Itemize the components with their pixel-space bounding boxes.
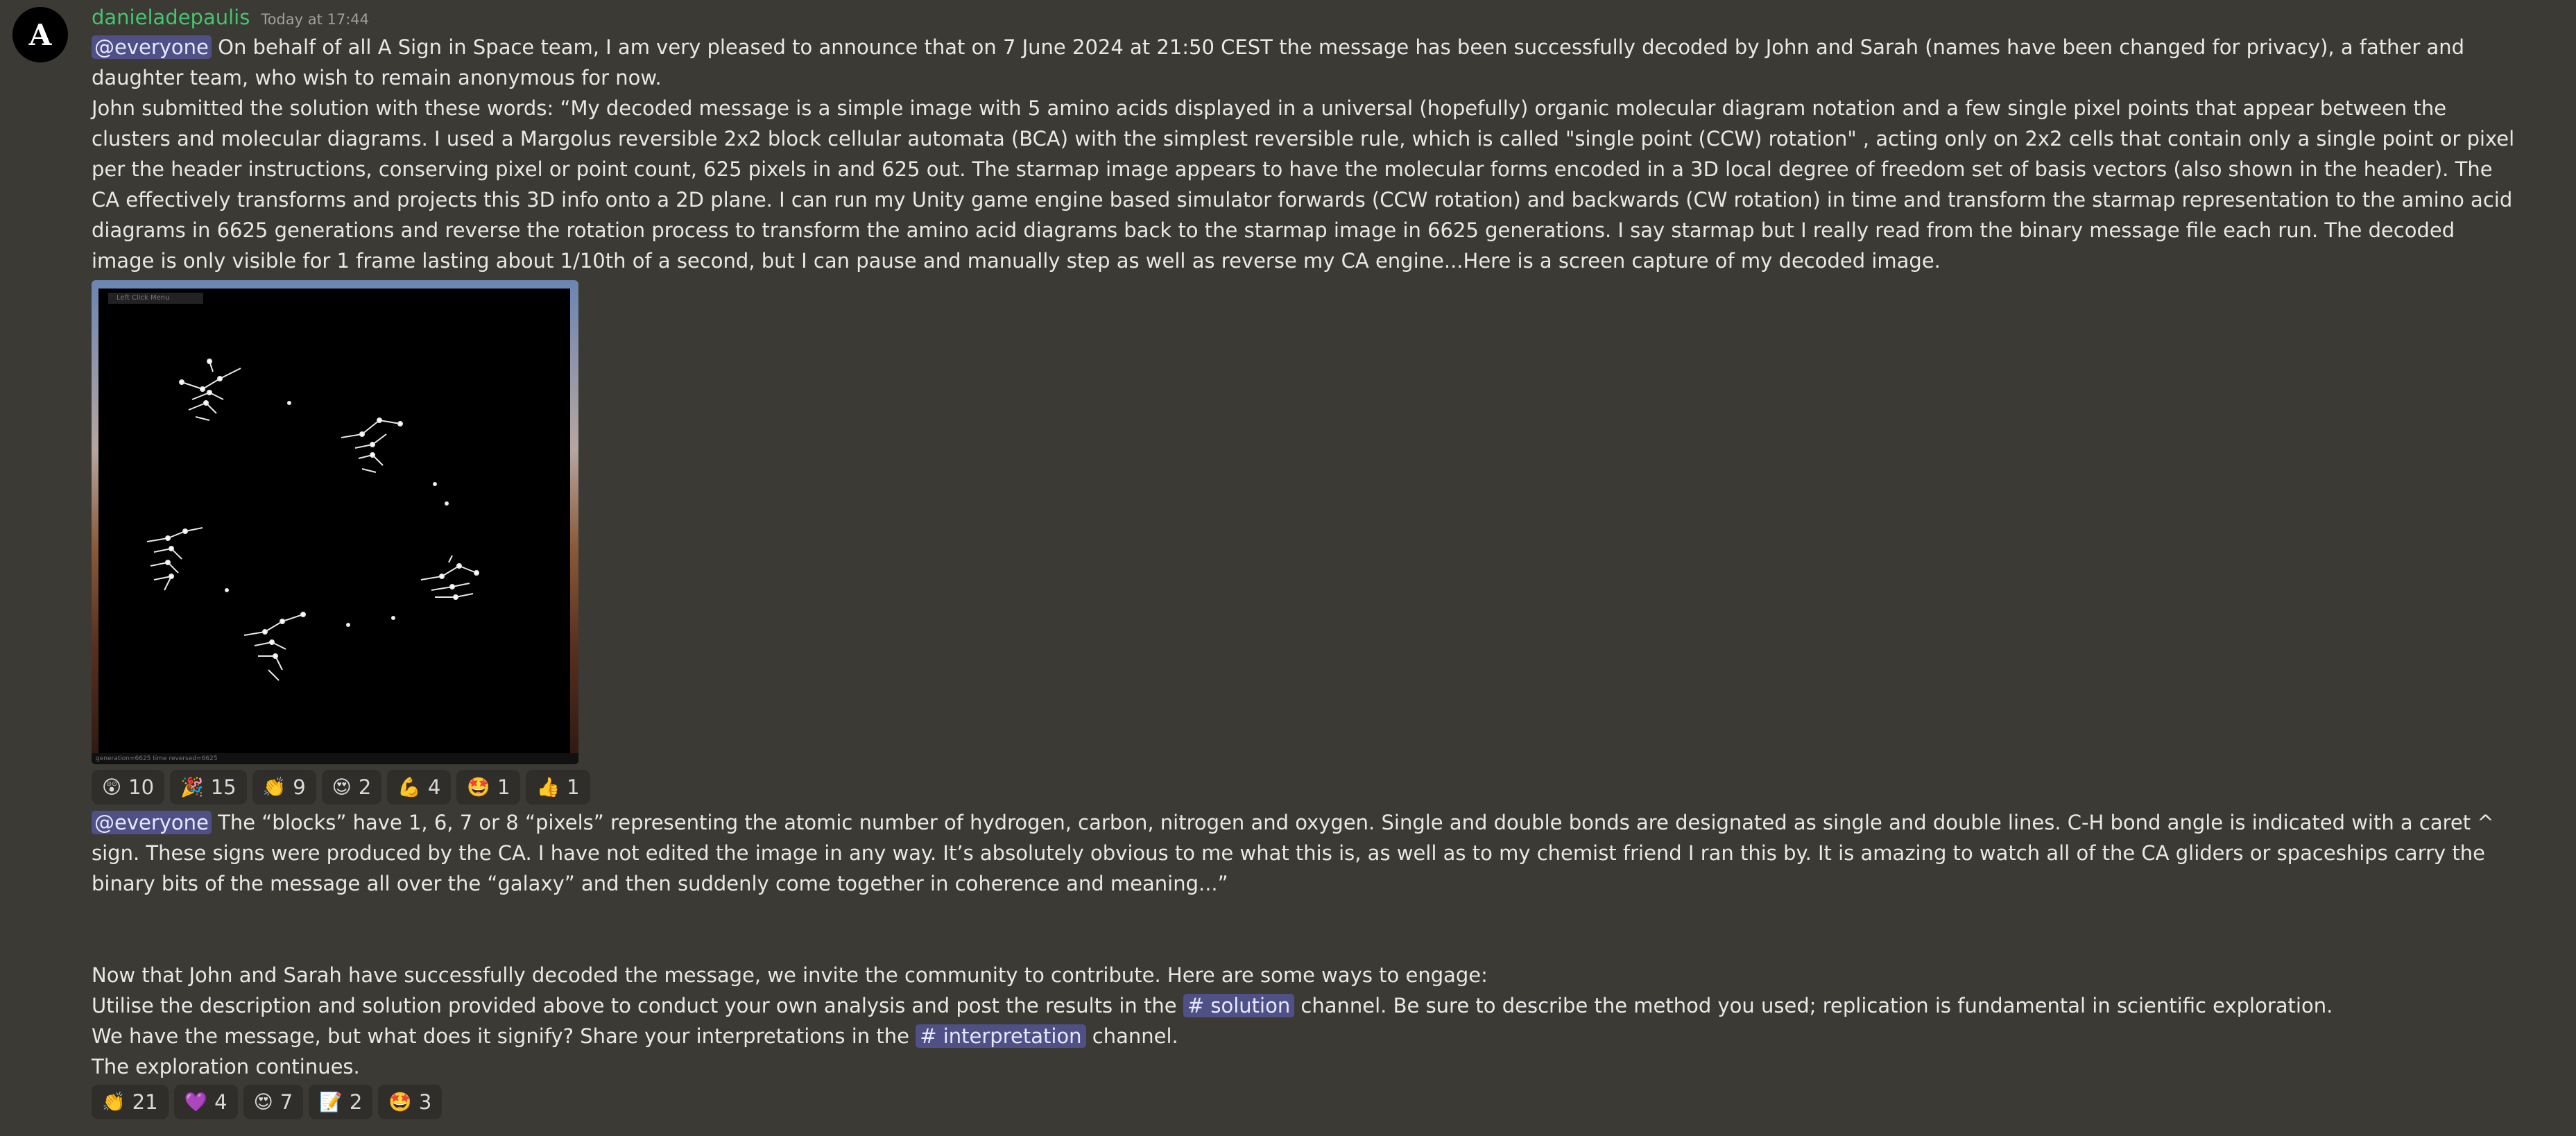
reaction-count: 2 [349, 1090, 363, 1114]
paragraph-6-text-a: We have the message, but what does it signify? Share your interpretations in the [92, 1024, 916, 1048]
image-attachment[interactable] [92, 280, 578, 764]
muscle-emoji-icon: 💪 [397, 777, 421, 798]
reaction-count: 2 [358, 775, 372, 799]
molecule-cluster-3 [147, 528, 203, 590]
molecule-cluster-2 [341, 418, 402, 472]
molecule-cluster-5 [244, 612, 305, 680]
username[interactable]: danieladepaulis [92, 6, 250, 29]
paragraph-7: The exploration continues. [92, 1055, 360, 1078]
reaction-memo[interactable] [309, 1085, 372, 1119]
heart-eyes-emoji-icon: 😍 [332, 776, 352, 798]
spacer [92, 899, 2519, 960]
molecule-diagrams [98, 289, 570, 753]
paragraph-3 [92, 807, 2519, 899]
reaction-star-struck[interactable] [378, 1085, 442, 1119]
paragraph-4: Now that John and Sarah have successfully decoded the message, we invite the community to contribute. Here are some ways to engage: [92, 963, 1488, 987]
paragraph-2: John submitted the solution with these words: “My decoded message is a simple image with 5 amino acids displayed in a universal (hopefully) organic molecular diagram notation and a few single pixel points that appear between the clusters and molecular diagrams. I used a Margolus reversible 2x2 block cellular automata (BCA) with the simplest reversible rule, which is called "single point (CCW) rotation" , acting only on 2x2 cells that contain only a single point or pixel per the header instructions, conserving pixel or point count, 625 pixels in and 625 out. The starmap image appears to have the molecular forms encoded in a 3D local degree of freedom set of basis vectors (also shown in the header). The CA effectively transforms and projects this 3D info onto a 2D plane. I can run my Unity game engine based simulator forwards (CCW rotation) and backwards (CW rotation) in time and transform the starmap representation to the amino acid diagrams in 6625 generations and reverse the rotation process to transform the amino acid diagrams back to the starmap image in 6625 generations. I say starmap but I really read from the binary message file each run. The decoded image is only visible for 1 frame lasting about 1/10th of a second, but I can pause and manually step as well as reverse my CA engine...Here is a screen capture of my decoded image. [92, 96, 2515, 273]
molecule-cluster-1 [180, 359, 241, 420]
paragraph-5-text-a: Utilise the description and solution provided above to conduct your own analysis and post the results in the [92, 994, 1183, 1017]
message-content [92, 6, 2519, 1119]
star-struck-emoji-icon: 🤩 [467, 777, 490, 798]
single-pixel-point [288, 402, 291, 404]
channel-link-interpretation[interactable]: # interpretation [916, 1024, 1085, 1048]
reaction-clap[interactable] [92, 1085, 169, 1119]
reaction-count: 21 [132, 1090, 158, 1114]
reaction-count: 1 [567, 775, 580, 799]
message-body-2 [92, 807, 2519, 1082]
paragraph-6-text-b: channel. [1085, 1024, 1178, 1048]
paragraph-1 [92, 32, 2519, 93]
reaction-purple-heart[interactable] [174, 1085, 238, 1119]
reaction-heart-eyes[interactable] [322, 770, 382, 804]
astonished-emoji-icon: 😲 [102, 776, 122, 798]
mention-everyone[interactable]: @everyone [92, 35, 212, 59]
single-pixel-point [392, 617, 395, 619]
timestamp: Today at 17:44 [261, 11, 370, 28]
heart-eyes-emoji-icon: 😍 [253, 1091, 273, 1113]
reaction-count: 4 [214, 1090, 227, 1114]
decoded-image [98, 289, 570, 753]
reaction-astonished[interactable] [92, 770, 164, 804]
reaction-count: 9 [293, 775, 306, 799]
reaction-heart-eyes[interactable] [243, 1085, 304, 1119]
mention-everyone[interactable]: @everyone [92, 811, 212, 834]
reaction-count: 15 [210, 775, 237, 799]
single-pixel-point [445, 502, 448, 505]
paragraph-5-text-b: channel. Be sure to describe the method you used; replication is fundamental in scientific exploration. [1294, 994, 2333, 1017]
molecule-cluster-4 [421, 556, 479, 599]
reaction-count: 4 [427, 775, 441, 799]
message-header [92, 6, 2519, 32]
reaction-count: 7 [280, 1090, 293, 1114]
single-pixel-point [225, 589, 228, 592]
star-struck-emoji-icon: 🤩 [388, 1092, 412, 1113]
paragraph-1-text: On behalf of all A Sign in Space team, I am very pleased to announce that on 7 June 2024 at 21:50 CEST the message has been successfully decoded by John and Sarah (names have been changed for privacy), a father and daughter team, who wish to remain anonymous for now. [92, 35, 2465, 89]
message-body [92, 32, 2519, 276]
reaction-count: 3 [418, 1090, 432, 1114]
reaction-thumbs-up[interactable] [526, 770, 590, 804]
channel-link-solution[interactable]: # solution [1183, 994, 1294, 1017]
purple-heart-emoji-icon: 💜 [184, 1092, 208, 1113]
reactions-row-2 [92, 1085, 2519, 1119]
memo-emoji-icon: 📝 [319, 1092, 343, 1113]
reaction-count: 1 [497, 775, 510, 799]
clap-emoji-icon: 👏 [262, 777, 286, 798]
thumbs-up-emoji-icon: 👍 [536, 777, 560, 798]
image-topbar: Left Click Menu [108, 293, 203, 304]
avatar[interactable]: A [12, 7, 68, 62]
paragraph-5 [92, 990, 2519, 1021]
reaction-count: 10 [128, 775, 155, 799]
paragraph-6 [92, 1021, 2519, 1051]
image-caption: generation=6625 time reversed=6625 [92, 753, 578, 764]
single-pixel-point [347, 623, 350, 626]
single-pixel-point [433, 483, 436, 485]
reaction-muscle[interactable] [387, 770, 451, 804]
clap-emoji-icon: 👏 [102, 1092, 126, 1113]
party-popper-emoji-icon: 🎉 [180, 777, 204, 798]
reaction-clap[interactable] [252, 770, 316, 804]
reaction-party-popper[interactable] [170, 770, 247, 804]
reaction-star-struck[interactable] [456, 770, 520, 804]
reactions-row-1 [92, 770, 2519, 804]
paragraph-3-text: The “blocks” have 1, 6, 7 or 8 “pixels” representing the atomic number of hydrogen, carbon, nitrogen and oxygen. Single and double bonds are designated as single and double lines. C-H bond angle is indicated with a caret ^ sign. These signs were produced by the CA. I have not edited the image in any way. It’s absolutely obvious to me what this is, as well as to my chemist friend I ran this by. It is amazing to watch all of the CA gliders or spaceships carry the binary bits of the message all over the “galaxy” and then suddenly come together in coherence and meaning...” [92, 811, 2494, 895]
